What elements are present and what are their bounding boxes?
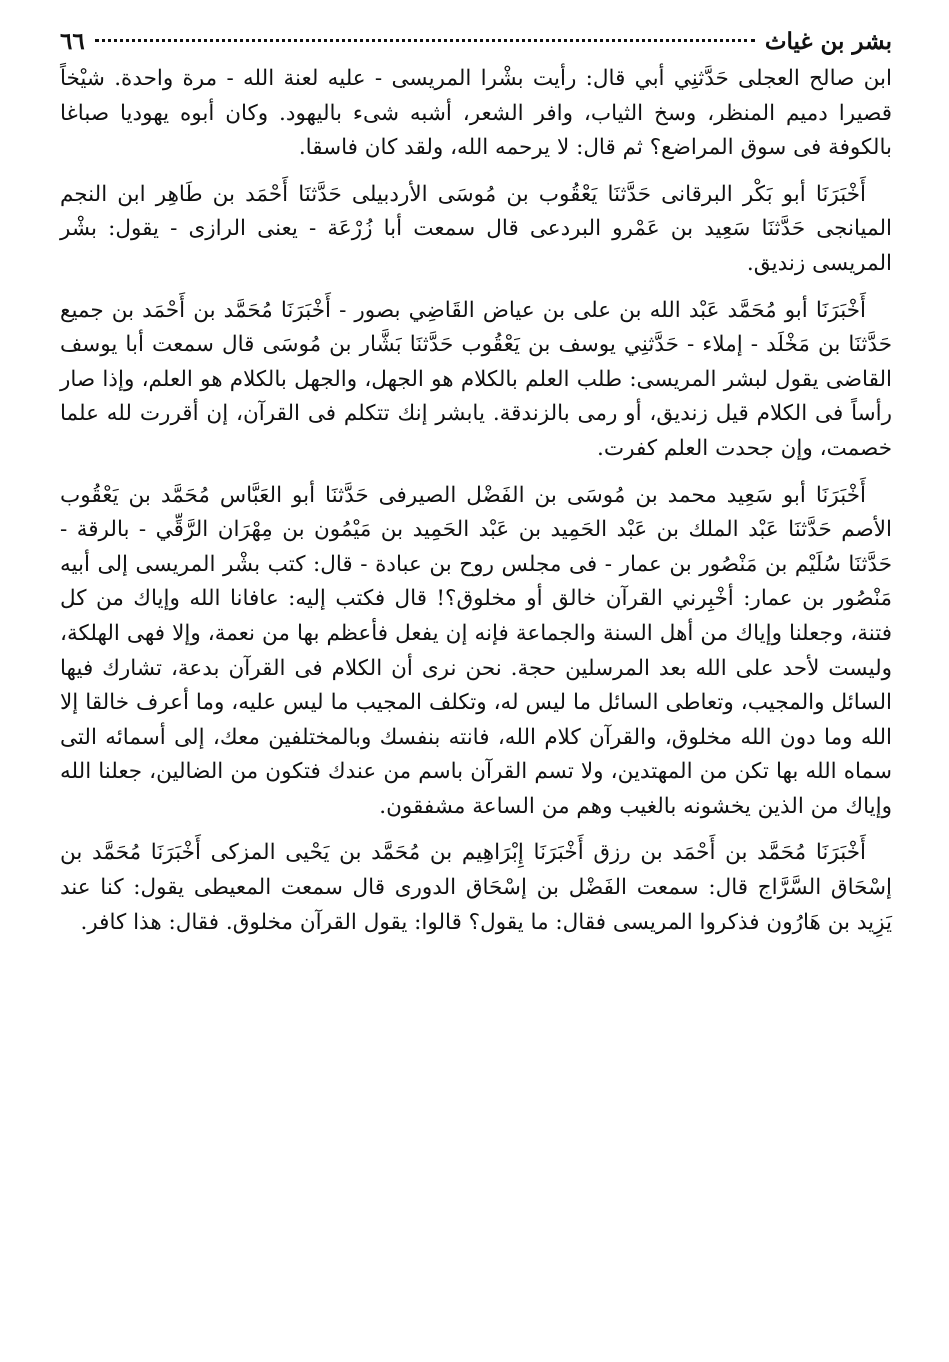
paragraph-3: أَخْبَرَنَا أبو مُحَمَّد عَبْد الله بن على بن عياض القَاضِي بصور - أَخْبَرَنَا مُحَمَّد بن أَحْمَد بن جميع حَدَّثنَا بن مَخْلَد - إملاء - حَدَّثنِي يوسف بن يَعْقُوب حَدَّثنَا بَشَّار بن مُوسَى قال سمعت أبا يوسف القاضى يقول لبشر المريسى: طلب العلم بالكلام هو الجهل، والجهل بالكلام هو العلم، وإذا صار رأساً فى الكلام قيل زنديق، أو رمى بالزندقة. يابشر إنك تتكلم فى القرآن، إن أقررت لله علما خصمت، وإن جحدت العلم كفرت. <box>60 297 892 461</box>
paragraph-2: أَخْبَرَنَا أبو بَكْر البرقانى حَدَّثنَا يَعْقُوب بن مُوسَى الأردبيلى حَدَّثنَا أَحْمَد بن طَاهِر ابن النجم الميانجى حَدَّثنَا سَعِيد بن عَمْرو البردعى قال سمعت أبا زُرْعَة - يعنى الرازى - يقول: بشْر المريسى زنديق. <box>60 181 892 276</box>
paragraph-5: أَخْبَرَنَا مُحَمَّد بن أَحْمَد بن رزق أَخْبَرَنَا إِبْرَاهِيم بن مُحَمَّد بن يَحْيى المزكى أَخْبَرَنَا مُحَمَّد بن إسْحَاق السَّرَّاج قال: سمعت الفَضْل بن إسْحَاق الدورى قال سمعت المعيطى يقول: كنا عند يَزِيد بن هَارُون فذكروا المريسى فقال: ما يقول؟ قالوا: يقول القرآن مخلوق. فقال: هذا كافر. <box>60 840 892 935</box>
paragraph-1: ابن صالح العجلى حَدَّثنِي أبي قال: رأيت بشْرا المريسى - عليه لعنة الله - مرة واحدة. شيْخاً قصيرا دميم المنظر، وسخ الثياب، وافر الشعر، أشبه شىء باليهود. وكان أبوه يهوديا صباغا بالكوفة فى سوق المراضع؟ ثم قال: لا يرحمه الله، ولقد كان فاسقا. <box>60 66 892 161</box>
dotted-leader <box>95 39 755 42</box>
page-number: ٦٦ <box>60 28 85 55</box>
page-header <box>60 26 892 60</box>
paragraph-4: أَخْبَرَنَا أبو سَعِيد محمد بن مُوسَى بن الفَضْل الصيرفى حَدَّثنَا أبو العَبَّاس مُحَمَّد بن يَعْقُوب الأصم حَدَّثنَا عَبْد الملك بن عَبْد الحَمِيد بن عَبْد الحَمِيد بن مَيْمُون بن مِهْرَان الرَّقِّي - بالرقة - حَدَّثنَا سُلَيْم بن مَنْصُور بن عمار - فى مجلس روح بن عبادة - قال: كتب بشْر المريسى إلى أبيه مَنْصُور بن عمار: أخْبِرني القرآن خالق أو مخلوق؟! قال فكتب إليه: عافانا الله وإياك من كل فتنة، وجعلنا وإياك من أهل السنة والجماعة فإنه إن يفعل فأعظم بها من نعمة، وإلا فهى الهلكة، وليست لأحد على الله بعد المرسلين حجة. نحن نرى أن الكلام فى القرآن بدعة، تشارك فيها السائل والمجيب، وتعاطى السائل ما ليس له، وتكلف المجيب ما ليس عليه، وما أعرف خالقا إلا الله وما دون الله مخلوق، والقرآن كلام الله، فانته بنفسك وبالمختلفين معك، إلى أسمائه التى سماه الله بها تكن من المهتدين، ولا تسم القرآن باسم من عندك فتكون من الضالين، جعلنا الله وإياك من الذين يخشونه بالغيب وهم من الساعة مشفقون. <box>60 482 893 819</box>
book-page <box>60 26 892 952</box>
page-body <box>60 62 892 940</box>
running-title: بشر بن غياث <box>764 28 892 55</box>
